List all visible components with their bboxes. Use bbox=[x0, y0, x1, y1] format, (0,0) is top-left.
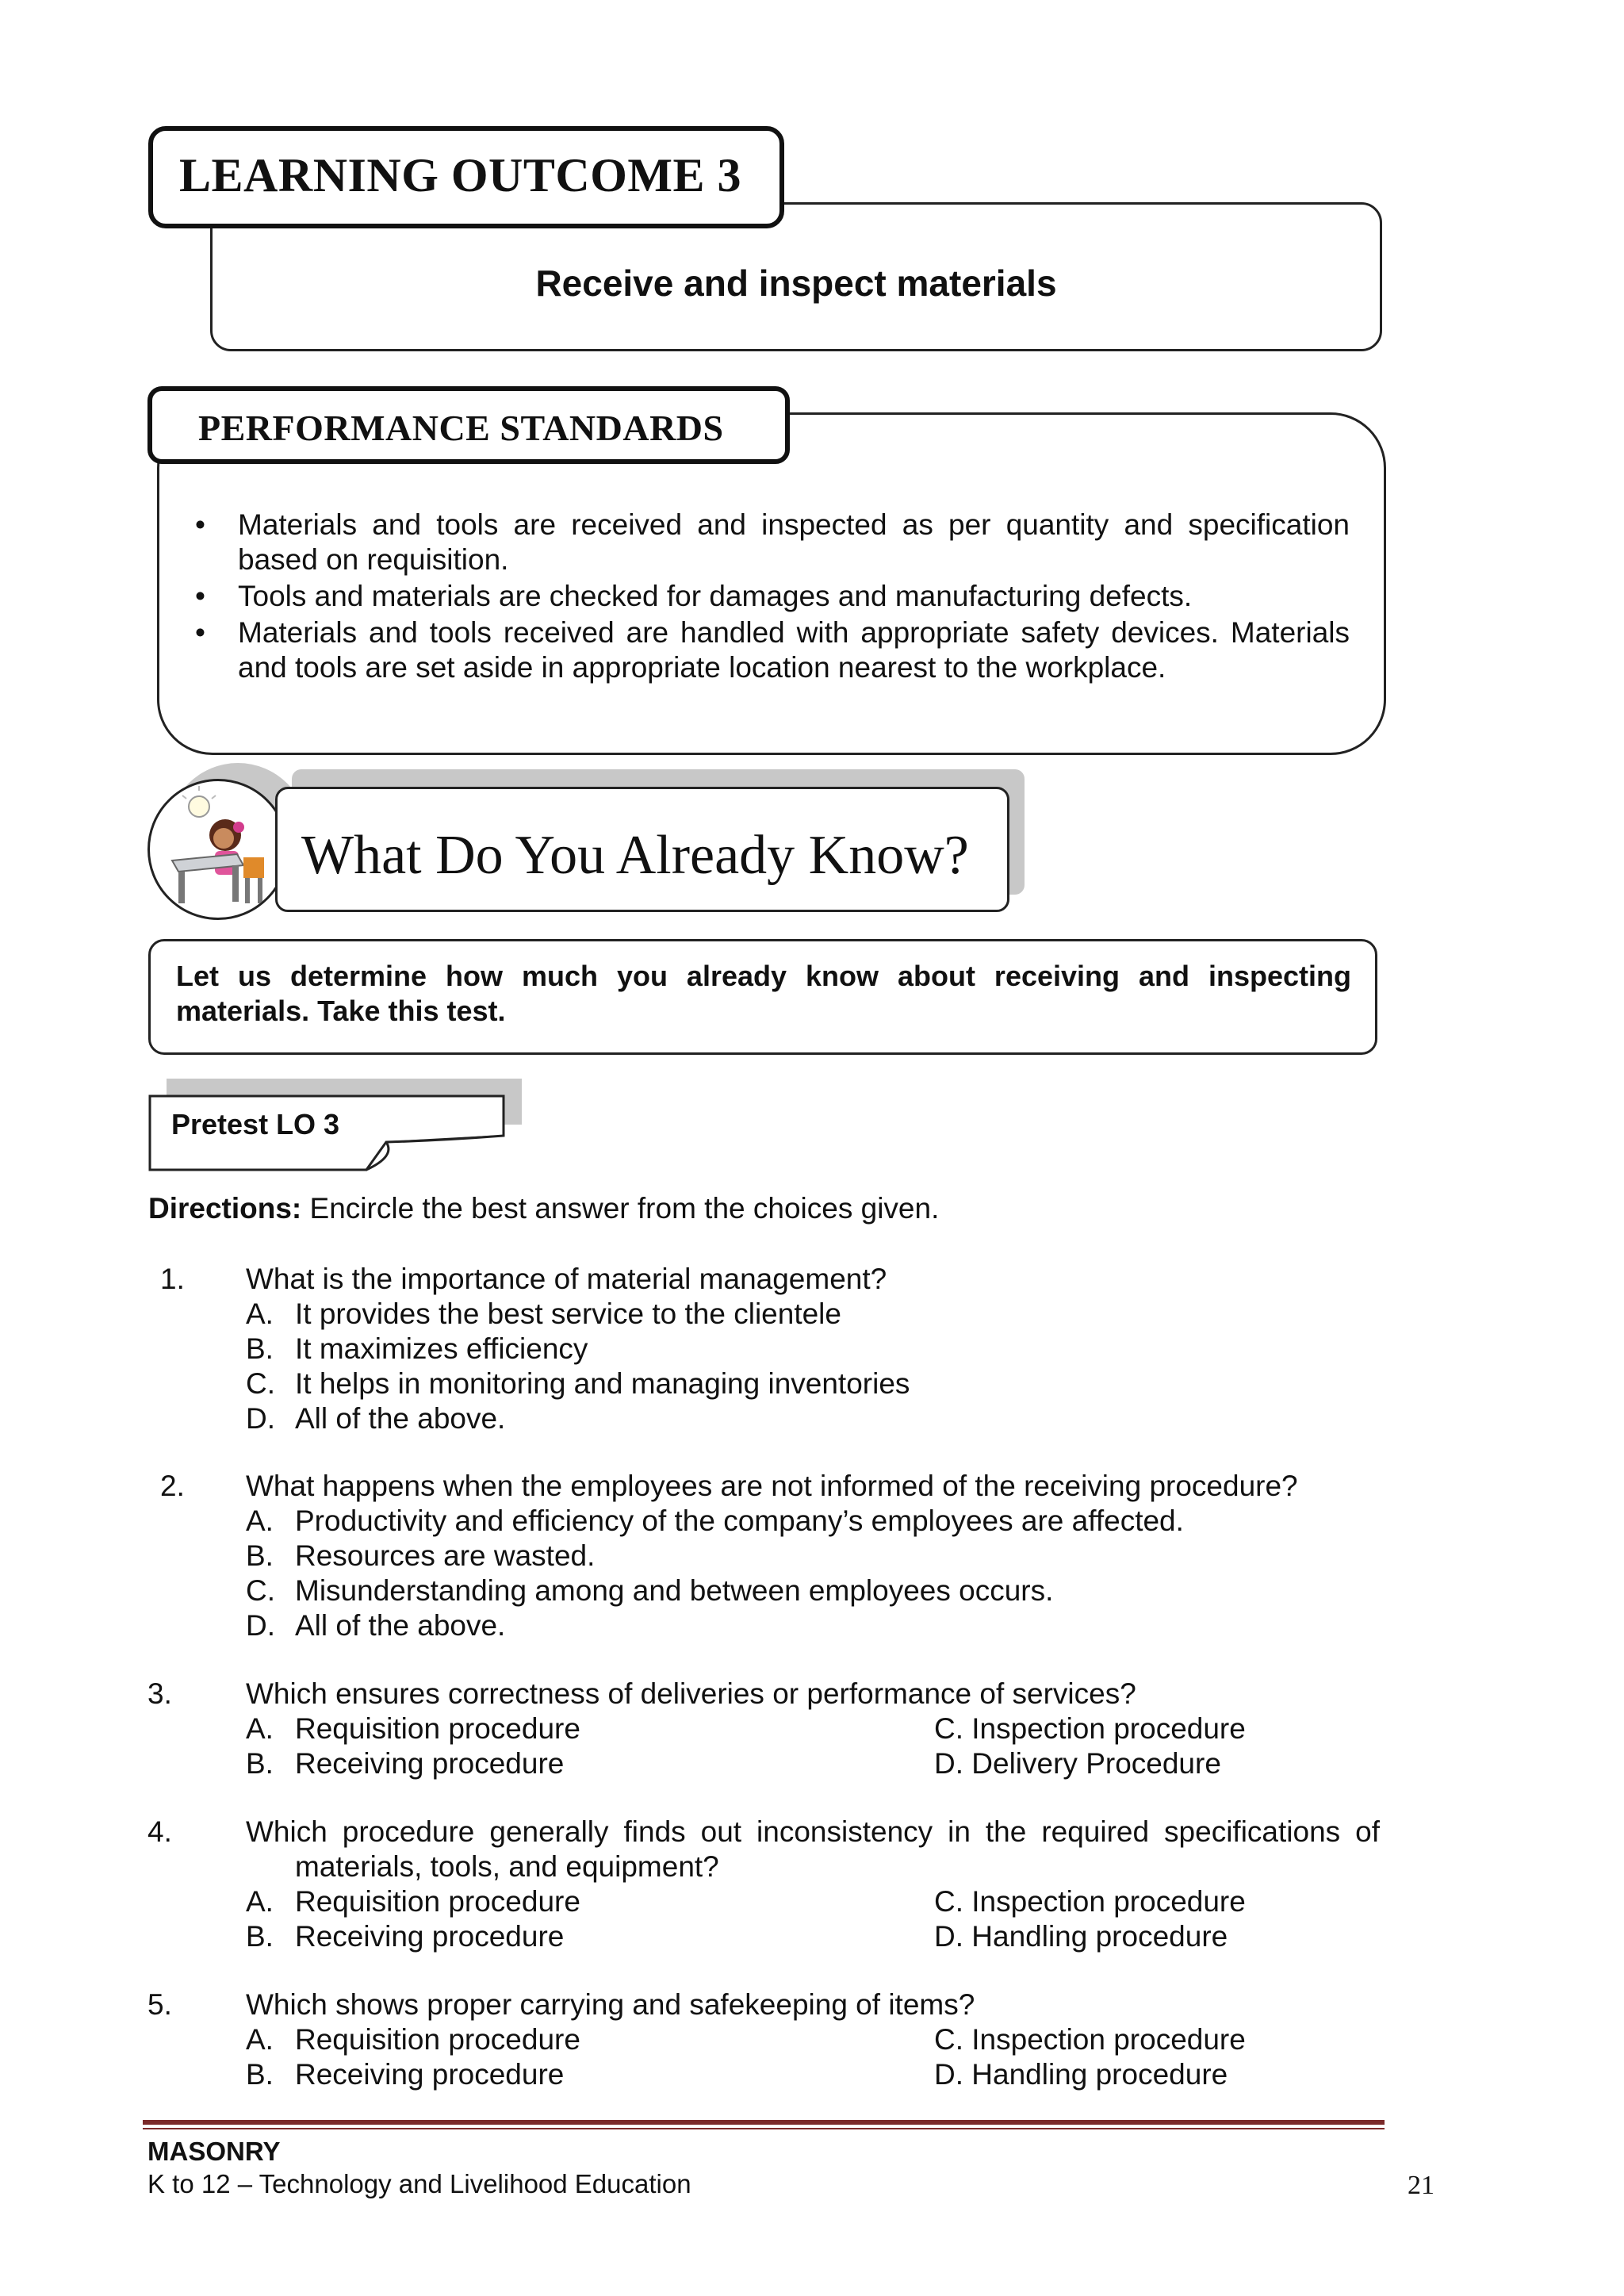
question-text: Which ensures correctness of deliveries or performance of services? bbox=[246, 1677, 1136, 1710]
choice-text: D. Handling procedure bbox=[934, 1920, 1228, 1953]
choice-text: All of the above. bbox=[295, 1609, 506, 1642]
footer-subject: MASONRY bbox=[147, 2137, 281, 2166]
choice-text: D. Delivery Procedure bbox=[934, 1747, 1221, 1780]
choice-letter: B. bbox=[246, 2058, 274, 2091]
footer-program: K to 12 – Technology and Livelihood Education bbox=[147, 2169, 691, 2198]
learning-outcome-tab bbox=[148, 126, 784, 228]
directions-label: Directions: bbox=[148, 1192, 302, 1225]
choice-letter: B. bbox=[246, 1747, 274, 1780]
choice-text: C. Inspection procedure bbox=[934, 1712, 1246, 1745]
choice-letter: C. bbox=[246, 1574, 275, 1607]
question-number: 3. bbox=[147, 1677, 172, 1710]
pretest-label: Pretest LO 3 bbox=[171, 1108, 340, 1140]
choice-text: Resources are wasted. bbox=[295, 1539, 596, 1572]
choice-text: Receiving procedure bbox=[295, 2058, 565, 2091]
choice-letter: B. bbox=[246, 1539, 274, 1572]
choice-letter: D. bbox=[246, 1609, 275, 1642]
choice-text: All of the above. bbox=[295, 1402, 506, 1435]
list-item: • Materials and tools received are handled with appropriate safety devices. Materials and tools are set aside in appropriate location nearest to the workplace. bbox=[195, 616, 1350, 684]
question-number: 5. bbox=[147, 1988, 172, 2021]
choice-text: Requisition procedure bbox=[295, 1712, 580, 1745]
question-text: What is the importance of material management? bbox=[246, 1263, 887, 1295]
bullet-icon: • bbox=[195, 580, 205, 612]
choice-letter: A. bbox=[246, 2023, 274, 2056]
directions bbox=[148, 1192, 939, 1225]
performance-standards-tab bbox=[147, 386, 790, 464]
learning-outcome-subtitle: Receive and inspect materials bbox=[535, 263, 1057, 304]
bullet-icon: • bbox=[195, 508, 205, 541]
choice-text: Requisition procedure bbox=[295, 2023, 580, 2056]
list-item: • Materials and tools are received and inspected as per quantity and specification based on requisition. bbox=[195, 508, 1350, 576]
question-number: 4. bbox=[147, 1815, 172, 1848]
choice-text: C. Inspection procedure bbox=[934, 1885, 1246, 1918]
choice-letter: A. bbox=[246, 1712, 274, 1745]
choice-letter: C. bbox=[246, 1367, 275, 1400]
footer-divider bbox=[143, 2120, 1385, 2125]
student-thinking-icon bbox=[147, 779, 289, 920]
choice-text: Receiving procedure bbox=[295, 1920, 565, 1953]
question-number: 2. bbox=[160, 1470, 185, 1502]
directions-text: Encircle the best answer from the choices given. bbox=[301, 1192, 940, 1225]
list-item: • Tools and materials are checked for damages and manufacturing defects. bbox=[195, 580, 1193, 612]
performance-standards-list bbox=[195, 508, 1350, 685]
choice-text: Requisition procedure bbox=[295, 1885, 580, 1918]
choice-text: C. Inspection procedure bbox=[934, 2023, 1246, 2056]
bullet-icon: • bbox=[195, 616, 205, 649]
choice-text: It provides the best service to the clientele bbox=[295, 1297, 841, 1330]
question-text: Which shows proper carrying and safekeeping of items? bbox=[246, 1988, 975, 2021]
question-text-continued: materials, tools, and equipment? bbox=[295, 1850, 719, 1883]
choice-letter: A. bbox=[246, 1297, 274, 1330]
instruction-text: Let us determine how much you already know about receiving and inspecting materials. Take this test. bbox=[176, 960, 1351, 1027]
choice-letter: A. bbox=[246, 1885, 274, 1918]
choice-letter: B. bbox=[246, 1332, 274, 1365]
learning-outcome-title: LEARNING OUTCOME 3 bbox=[179, 149, 742, 201]
section-title: What Do You Already Know? bbox=[301, 825, 969, 886]
performance-standards-title: PERFORMANCE STANDARDS bbox=[198, 408, 724, 448]
question-text: What happens when the employees are not informed of the receiving procedure? bbox=[246, 1470, 1298, 1502]
choice-text: It helps in monitoring and managing inventories bbox=[295, 1367, 910, 1400]
footer-divider-thin bbox=[143, 2128, 1385, 2129]
question-text: Which procedure generally finds out inconsistency in the required specifications of bbox=[246, 1815, 1380, 1848]
choice-text: Productivity and efficiency of the company’s employees are affected. bbox=[295, 1504, 1184, 1537]
choice-text: Receiving procedure bbox=[295, 1747, 565, 1780]
page-number: 21 bbox=[1408, 2171, 1434, 2200]
question-number: 1. bbox=[160, 1263, 185, 1295]
choice-letter: B. bbox=[246, 1920, 274, 1953]
choice-text: D. Handling procedure bbox=[934, 2058, 1228, 2091]
choice-text: Misunderstanding among and between employees occurs. bbox=[295, 1574, 1054, 1607]
instruction-box bbox=[148, 939, 1377, 1055]
section-banner bbox=[275, 787, 1009, 912]
choice-letter: D. bbox=[246, 1402, 275, 1435]
choice-letter: A. bbox=[246, 1504, 274, 1537]
choice-text: It maximizes efficiency bbox=[295, 1332, 588, 1365]
